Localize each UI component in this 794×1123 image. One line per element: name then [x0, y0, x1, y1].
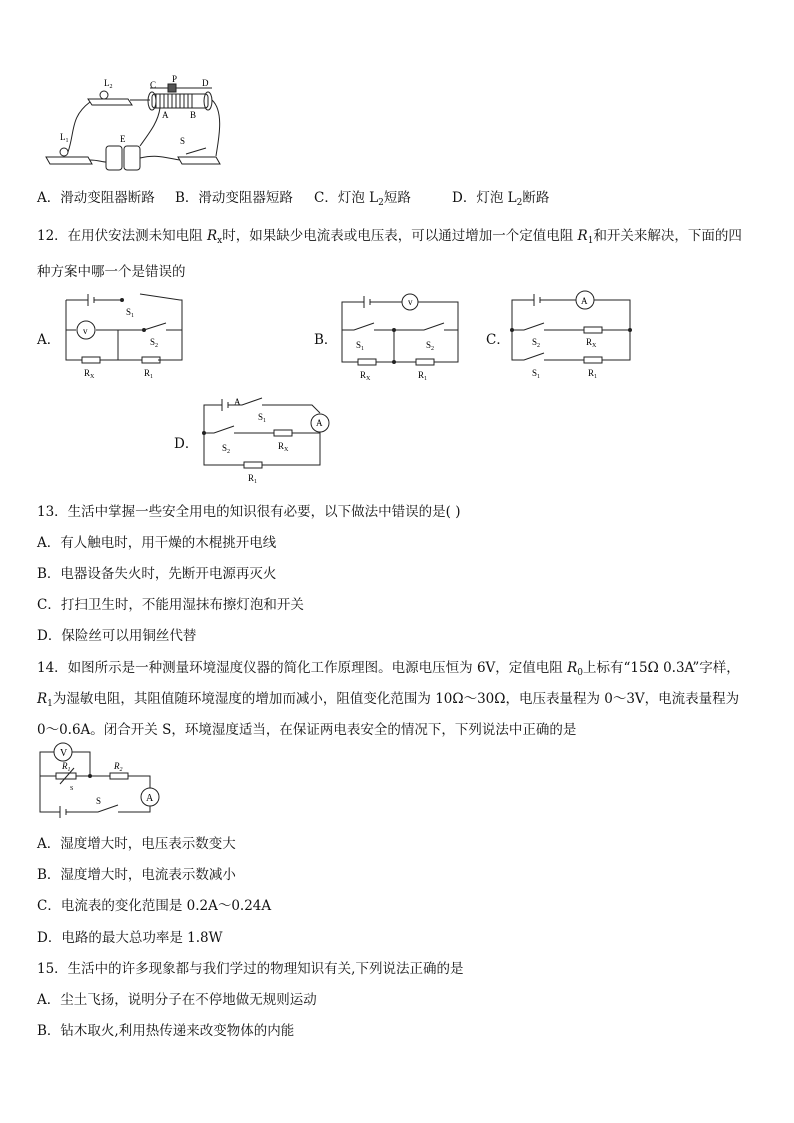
r1-resistor [584, 357, 602, 363]
r2-resistor [110, 773, 128, 779]
q14-stem-line3: 0～0.6A。闭合开关 S，环境湿度适当，在保证两电表安全的情况下，下列说法中正确的是 [37, 722, 577, 738]
rx-resistor [82, 357, 100, 363]
q12-option-d[interactable]: D． [174, 436, 199, 452]
svg-text:R2: $R_2$ [114, 761, 123, 773]
svg-text:RX: $R_X$ [586, 337, 597, 349]
svg-text:A: A [581, 296, 588, 306]
q13-stem: 13．生活中掌握一些安全用电的知识很有必要，以下做法中错误的是( ) [37, 504, 461, 520]
svg-text:v: v [408, 297, 413, 307]
q13-option-c[interactable]: C．打扫卫生时，不能用湿抹布擦灯泡和开关 [37, 597, 304, 613]
label-c: C [150, 80, 157, 90]
q12-circuit-c [508, 290, 638, 380]
svg-text:A: A [316, 418, 323, 428]
q14-option-c[interactable]: C．电流表的变化范围是 0.2A～0.24A [37, 898, 272, 914]
q14-option-d[interactable]: D．电路的最大总功率是 1.8W [37, 930, 223, 946]
svg-text:R1: $R_1$ [588, 368, 598, 380]
l1-bulb-icon [60, 148, 68, 156]
svg-text:S1: $S_1$ [126, 307, 135, 319]
q12-circuit-d [198, 393, 338, 488]
q13-option-a[interactable]: A．有人触电时，用干燥的木棍挑开电线 [37, 535, 277, 551]
svg-text:S: S [70, 786, 74, 792]
q12-stem-line1: 12．在用伏安法测未知电阻 $R_x$时，如果缺少电流表或电压表，可以通过增加一个定值电阻 $R_1$和开关来解决，下面的四 [37, 228, 742, 246]
svg-text:RX: $R_X$ [84, 368, 95, 380]
svg-text:S2: $S_2$ [426, 340, 435, 352]
q11-option-c[interactable]: C．灯泡 $L_2$短路 [314, 190, 411, 208]
r1-resistor [142, 357, 160, 363]
svg-text:S2: $S_2$ [150, 337, 159, 349]
rx-resistor [358, 359, 376, 365]
q13-option-b[interactable]: B．电器设备失火时，先断开电源再灭火 [37, 566, 277, 582]
svg-text:S2: $S_2$ [222, 443, 231, 455]
q11-option-b[interactable]: B．滑动变阻器短路 [175, 190, 293, 206]
q15-option-b[interactable]: B．钻木取火,利用热传递来改变物体的内能 [37, 1023, 295, 1039]
q15-stem: 15．生活中的许多现象都与我们学过的物理知识有关,下列说法正确的是 [37, 961, 464, 977]
svg-text:RX: $R_X$ [360, 370, 371, 380]
svg-text:S2: $S_2$ [532, 337, 541, 349]
r1-resistor [244, 462, 262, 468]
label-p: P [172, 74, 178, 84]
svg-text:S: S [96, 796, 102, 806]
label-l2: $L_2$ [104, 78, 113, 90]
q12-option-c[interactable]: C． [486, 332, 510, 348]
q12-circuit-b [338, 290, 468, 380]
q14-stem-line2: $R_1$为湿敏电阻，其阻值随环境湿度的增加而减小，阻值变化范围为 10Ω～30Ω，电压表量程为 0～3V，电流表量程为 [37, 691, 740, 709]
q14-option-a[interactable]: A．湿度增大时，电压表示数变大 [37, 836, 236, 852]
label-a: A [162, 110, 169, 120]
l2-bulb-icon [100, 91, 108, 99]
label-l1: $L_1$ [60, 132, 69, 144]
q14-stem-line1: 14．如图所示是一种测量环境湿度仪器的简化工作原理图。电源电压恒为 6V，定值电阻 $R_0$上标有“15Ω 0.3A”字样， [37, 660, 740, 678]
svg-text:v: v [83, 326, 88, 336]
r1-resistor [56, 773, 76, 779]
svg-text:A: A [234, 397, 241, 407]
q11-option-d[interactable]: D．灯泡 $L_2$断路 [452, 190, 550, 208]
r1-resistor [416, 359, 434, 365]
q14-circuit-figure [36, 740, 166, 820]
q12-circuit-a [62, 290, 192, 380]
label-b: B [190, 110, 197, 120]
q11-option-a[interactable]: A．滑动变阻器断路 [37, 190, 155, 206]
q12-option-a[interactable]: A． [37, 332, 61, 348]
svg-text:R1: $R_1$ [62, 761, 71, 773]
svg-text:A: A [146, 793, 154, 804]
q15-option-a[interactable]: A．尘土飞扬，说明分子在不停地做无规则运动 [37, 992, 317, 1008]
svg-text:V: V [60, 748, 68, 759]
label-s: S [180, 136, 186, 146]
svg-text:RX: $R_X$ [278, 441, 289, 453]
label-e: E [120, 134, 126, 144]
q11-apparatus-figure [40, 72, 230, 172]
q12-stem-line2: 种方案中哪一个是错误的 [37, 264, 186, 280]
svg-text:S1: $S_1$ [356, 340, 365, 352]
q13-option-d[interactable]: D．保险丝可以用铜丝代替 [37, 628, 197, 644]
rx-resistor [274, 430, 292, 436]
svg-text:R1: $R_1$ [144, 368, 154, 380]
q14-option-b[interactable]: B．湿度增大时，电流表示数减小 [37, 867, 236, 883]
q12-option-b[interactable]: B． [314, 332, 338, 348]
rx-resistor [584, 327, 602, 333]
svg-text:R1: $R_1$ [248, 473, 258, 485]
svg-text:S1: $S_1$ [258, 412, 267, 424]
svg-text:S1: $S_1$ [532, 368, 541, 380]
label-d: D [202, 78, 209, 88]
svg-text:R1: $R_1$ [418, 370, 428, 380]
